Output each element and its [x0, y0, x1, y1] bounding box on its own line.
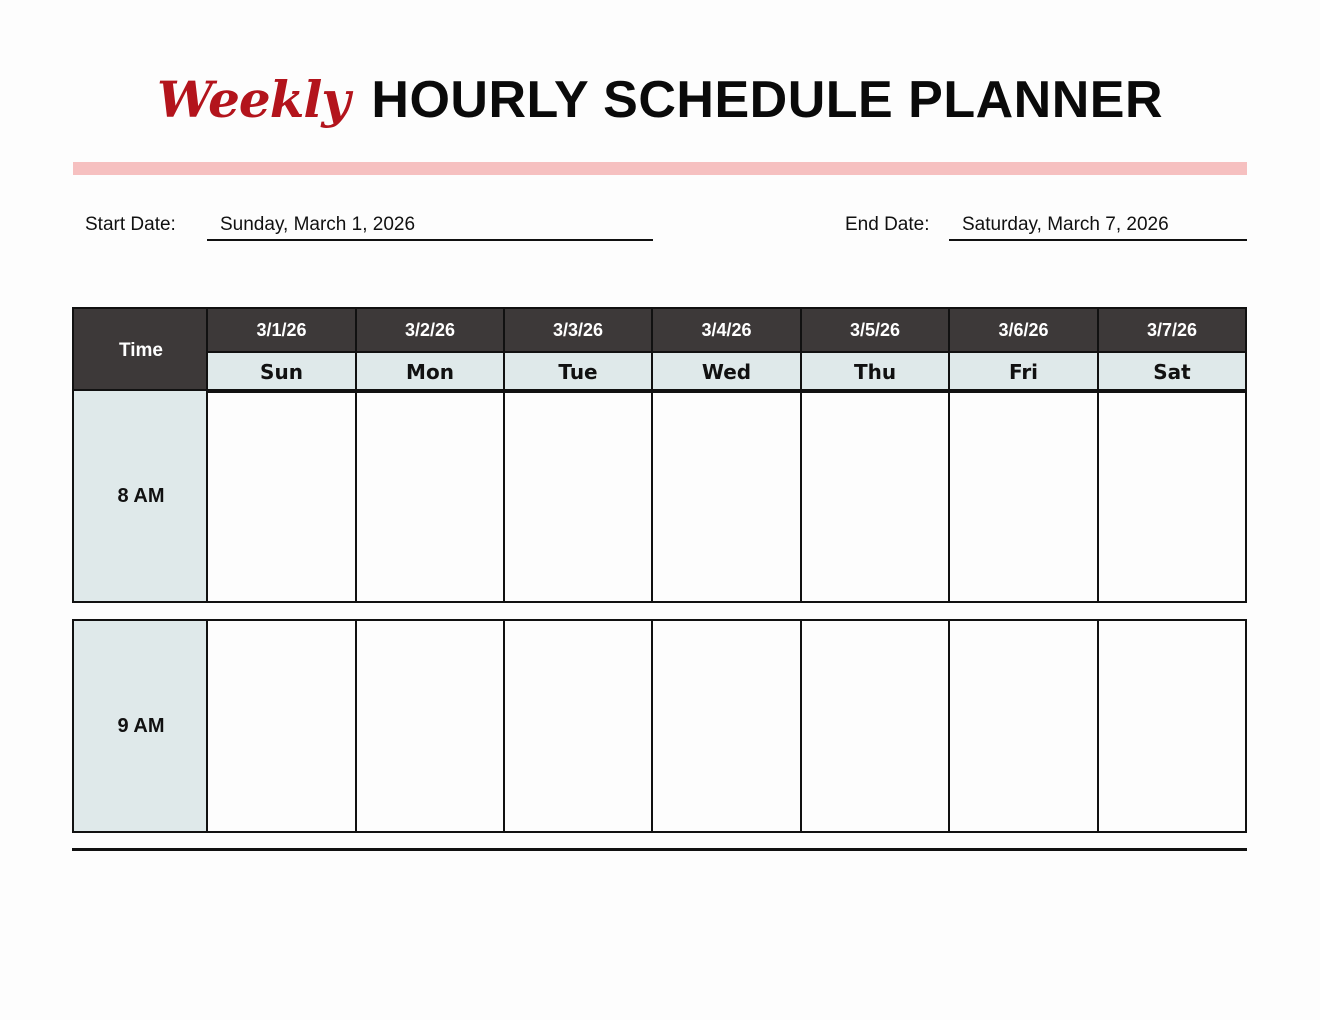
title-script-word: Weekly [157, 70, 350, 129]
day-header-thu [802, 309, 948, 393]
row-time-label: 8 AM [74, 391, 208, 601]
schedule-header [72, 307, 1247, 391]
schedule-cell-sun[interactable] [208, 621, 355, 831]
bottom-rule [72, 848, 1247, 851]
day-header-mon [357, 309, 503, 393]
schedule-row-9am [72, 619, 1247, 833]
day-date: 3/1/26 [208, 309, 355, 351]
day-name: Sun [208, 351, 355, 393]
end-date-label: End Date: [845, 214, 930, 235]
day-date: 3/2/26 [357, 309, 503, 351]
day-date: 3/6/26 [950, 309, 1097, 351]
schedule-cell-thu[interactable] [802, 621, 948, 831]
day-header-fri [950, 309, 1097, 393]
schedule-cell-tue[interactable] [505, 391, 651, 601]
schedule-cell-wed[interactable] [653, 391, 800, 601]
title-divider-bar [73, 162, 1247, 175]
day-name: Sat [1099, 351, 1245, 393]
day-name: Mon [357, 351, 503, 393]
time-column-header: Time [74, 309, 208, 393]
start-date-field[interactable]: Sunday, March 1, 2026 [220, 214, 416, 235]
day-name: Wed [653, 351, 800, 393]
schedule-cell-mon[interactable] [357, 621, 503, 831]
day-header-sun [208, 309, 355, 393]
row-time-label: 9 AM [74, 621, 208, 831]
schedule-cell-mon[interactable] [357, 391, 503, 601]
schedule-cell-fri[interactable] [950, 621, 1097, 831]
schedule-cell-fri[interactable] [950, 391, 1097, 601]
schedule-cell-sat[interactable] [1099, 621, 1245, 831]
day-date: 3/4/26 [653, 309, 800, 351]
day-date: 3/5/26 [802, 309, 948, 351]
day-header-wed [653, 309, 800, 393]
day-header-sat [1099, 309, 1245, 393]
end-date-underline [949, 239, 1247, 241]
schedule-cell-sat[interactable] [1099, 391, 1245, 601]
schedule-cell-thu[interactable] [802, 391, 948, 601]
day-name: Tue [505, 351, 651, 393]
schedule-cell-tue[interactable] [505, 621, 651, 831]
day-name: Thu [802, 351, 948, 393]
title-main-text: HOURLY SCHEDULE PLANNER [371, 71, 1163, 129]
day-date: 3/3/26 [505, 309, 651, 351]
end-date-field[interactable]: Saturday, March 7, 2026 [962, 214, 1169, 235]
day-name: Fri [950, 351, 1097, 393]
day-date: 3/7/26 [1099, 309, 1245, 351]
schedule-cell-wed[interactable] [653, 621, 800, 831]
start-date-label: Start Date: [85, 214, 176, 235]
schedule-cell-sun[interactable] [208, 391, 355, 601]
day-header-tue [505, 309, 651, 393]
start-date-underline [207, 239, 653, 241]
schedule-row-8am [72, 389, 1247, 603]
page-title [0, 70, 1320, 150]
